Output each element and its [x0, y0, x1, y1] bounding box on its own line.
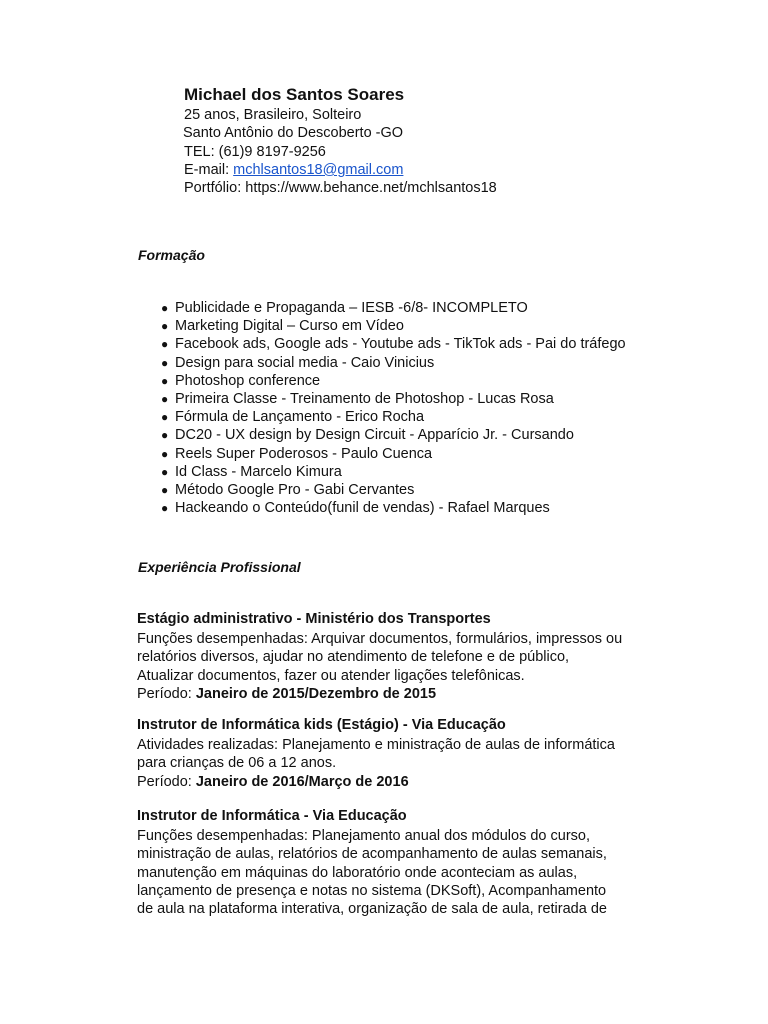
job-title: Instrutor de Informática - Via Educação [137, 808, 407, 824]
list-item: ● Marketing Digital – Curso em Vídeo [161, 318, 404, 335]
period-label: Período: [137, 685, 196, 702]
bullet-icon: ● [161, 410, 169, 425]
job-period [137, 685, 677, 703]
period-label: Período: [137, 773, 196, 790]
bullet-icon: ● [161, 337, 169, 352]
bullet-icon: ● [161, 428, 169, 443]
section-title-formacao: Formação [138, 247, 205, 263]
candidate-name: Michael dos Santos Soares [184, 85, 405, 104]
job-entry [137, 716, 677, 791]
list-item: ● Id Class - Marcelo Kimura [161, 463, 342, 480]
bullet-icon: ● [161, 301, 169, 315]
list-item: ● Publicidade e Propaganda – IESB -6/8- INCOMPLETO [161, 300, 528, 316]
job-description: Funções desempenhadas: Arquivar documentos, formulários, impressos ou relatórios diversos, ajudar no atendimento de telefone e de público, Atualizar documentos, fazer ou atender ligações telefônicas. [137, 631, 623, 684]
portfolio: Portfólio: https://www.behance.net/mchlsantos18 [184, 180, 497, 197]
bullet-icon: ● [161, 464, 169, 479]
bullet-icon: ● [161, 446, 169, 461]
list-item: ● Photoshop conference [161, 372, 321, 389]
personal-info: 25 anos, Brasileiro, Solteiro [184, 107, 362, 123]
list-item: ● Hackeando o Conteúdo(funil de vendas) - Rafael Marques [161, 500, 550, 517]
job-description: Funções desempenhadas: Planejamento anual dos módulos do curso, ministração de aulas, relatórios de acompanhamento de aulas semanais, manutenção em máquinas do laboratório onde aconteciam as aulas, lançamento de presença e notas no sistema (DKSoft), Acompanhamento de aula na plataforma interativa, organização de sala de aula, retirada de [137, 828, 607, 918]
list-item: ● Método Google Pro - Gabi Cervantes [161, 482, 415, 499]
list-item: ● Fórmula de Lançamento - Erico Rocha [161, 409, 425, 426]
list-item: ● Reels Super Poderosos - Paulo Cuenca [161, 445, 433, 462]
bullet-icon: ● [161, 373, 169, 388]
job-description: Atividades realizadas: Planejamento e ministração de aulas de informática para crianças de 06 a 12 anos. [137, 737, 615, 772]
job-title: Instrutor de Informática kids (Estágio) - Via Educação [137, 717, 506, 733]
period-value: Janeiro de 2015/Dezembro de 2015 [195, 685, 437, 702]
job-entry [137, 610, 677, 703]
location: Santo Antônio do Descoberto -GO [183, 125, 404, 142]
bullet-icon: ● [161, 392, 169, 407]
email-link[interactable]: mchlsantos18@gmail.com [233, 161, 404, 178]
list-item: ● Primeira Classe - Treinamento de Photoshop - Lucas Rosa [161, 391, 554, 408]
list-item: ● Design para social media - Caio Vinicius [161, 354, 435, 371]
job-entry [137, 807, 677, 918]
email-line [184, 161, 497, 179]
bullet-icon: ● [161, 501, 169, 516]
formacao-list [161, 299, 626, 517]
list-item: ● DC20 - UX design by Design Circuit - Apparício Jr. - Cursando [161, 427, 574, 444]
email-label: E-mail: [184, 161, 234, 178]
list-item: ● Facebook ads, Google ads - Youtube ads - TikTok ads - Pai do tráfego [161, 336, 626, 353]
bullet-icon: ● [161, 319, 169, 334]
contact-header [184, 84, 497, 197]
job-title: Estágio administrativo - Ministério dos Transportes [137, 611, 491, 627]
job-period [137, 773, 677, 791]
bullet-icon: ● [161, 355, 169, 370]
phone: TEL: (61)9 8197-9256 [184, 143, 326, 160]
section-title-experiencia: Experiência Profissional [138, 559, 301, 575]
period-value: Janeiro de 2016/Março de 2016 [195, 773, 409, 790]
bullet-icon: ● [161, 483, 169, 498]
